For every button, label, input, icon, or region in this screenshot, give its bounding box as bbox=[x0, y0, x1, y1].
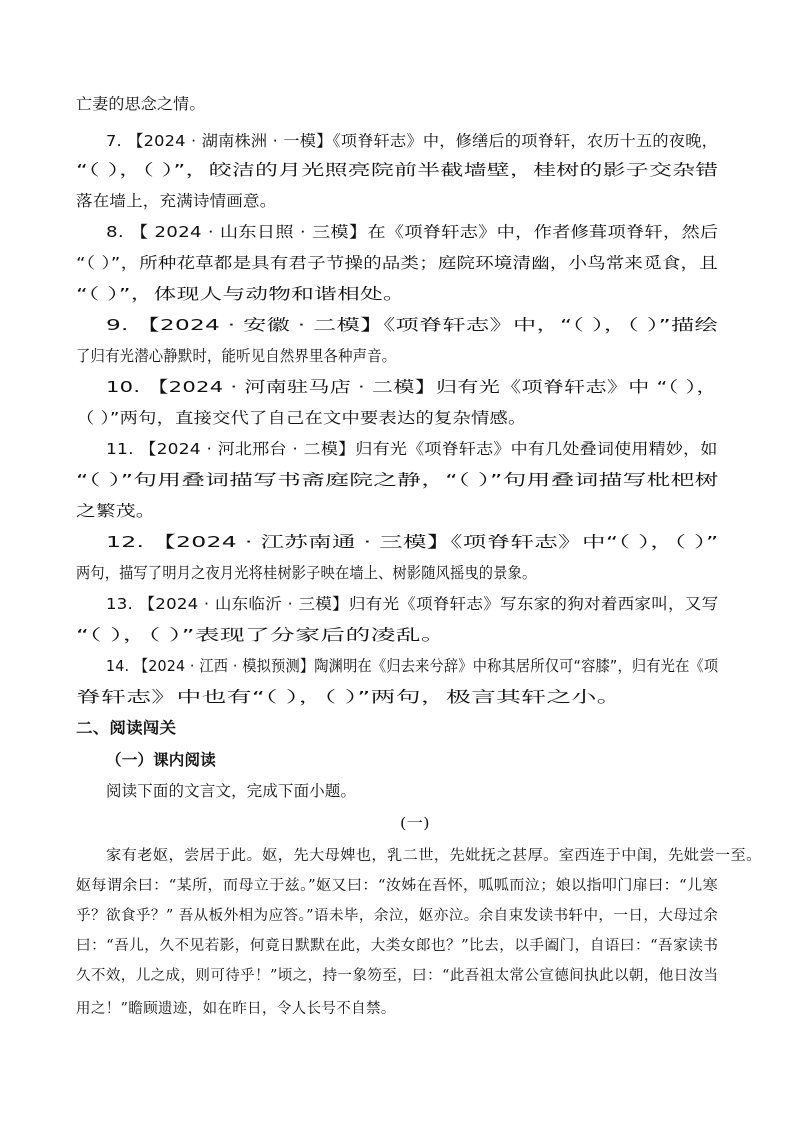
passage-line: 家有老妪，尝居于此。妪，先大母婢也，乳二世，先妣抚之甚厚。室西连于中闺，先妣尝一至。 bbox=[106, 848, 762, 864]
question-10-line-2: （ ）”两句，直接交代了自己在文中要表达的复杂情感。 bbox=[76, 409, 527, 427]
passage-number: (一) bbox=[400, 816, 431, 832]
question-9: 9. 【2024 · 安徽 · 二模】《项脊轩志》中，“（ ），（ ）”描绘 bbox=[106, 316, 718, 334]
question-13-line-2: “（ ），（ ）”表现了分家后的凌乱。 bbox=[76, 626, 446, 644]
section-heading: 二、阅读闯关 bbox=[76, 719, 177, 737]
question-12: 12. 【2024 · 江苏南通 · 三模】《项脊轩志》中“（ ），（ ）” bbox=[106, 533, 719, 551]
question-7-line-3: 落在墙上，充满诗情画意。 bbox=[76, 192, 277, 210]
passage-line: 妪每谓余曰：“某所，而母立于兹。”妪又曰：“汝姊在吾怀，呱呱而泣；娘以指叩门扉曰：“儿寒 bbox=[76, 878, 719, 894]
passage-line: 久不效，儿之成，则可待乎！”顷之，持一象笏至，曰：“此吾祖太常公宣德间执此以朝，他日汝当 bbox=[76, 968, 719, 984]
instruction-text: 阅读下面的文言文，完成下面小题。 bbox=[106, 782, 357, 800]
question-8-line-2: “（ ）”，所种花草都是具有君子节操的品类；庭院环境清幽，小鸟常来觅食，且 bbox=[76, 254, 718, 272]
question-12-line-2: 两句，描写了明月之夜月光将桂树影子映在墙上、树影随风摇曳的景象。 bbox=[76, 564, 537, 582]
subsection-heading: （一）课内阅读 bbox=[106, 751, 216, 769]
question-14-line-2: 脊轩志》中也有“（ ），（ ）”两句，极言其轩之小。 bbox=[76, 688, 622, 706]
text-line: 亡妻的思念之情。 bbox=[76, 95, 206, 113]
question-10: 10. 【2024 · 河南驻马店 · 二模】归有光《项脊轩志》中 “（ ）， bbox=[106, 378, 718, 396]
question-8-line-3: “（ ）”，体现人与动物和谐相处。 bbox=[76, 285, 406, 303]
question-11: 11. 【2024 · 河北邢台 · 二模】归有光《项脊轩志》中有几处叠词使用精妙，如 bbox=[106, 440, 718, 458]
question-11-line-2: “（ ）”句用叠词描写书斋庭院之静，“（ ）”句用叠词描写枇杷树 bbox=[76, 471, 719, 489]
passage-line: 用之！”瞻顾遗迹，如在昨日，令人长号不自禁。 bbox=[76, 1001, 396, 1017]
question-11-line-3: 之繁茂。 bbox=[76, 502, 156, 520]
question-7-line-2: “（ ），（ ）”，皎洁的月光照亮院前半截墙壁，桂树的影子交杂错 bbox=[76, 161, 719, 179]
question-8: 8. 【 2024 · 山东日照 · 三模】在《项脊轩志》中，作者修葺项脊轩，然后 bbox=[106, 223, 719, 241]
passage-line: 曰：“吾儿，久不见若影，何竟日默默在此，大类女郎也？”比去，以手阖门，自语曰：“吾家读书 bbox=[76, 938, 719, 954]
question-9-line-2: 了归有光潜心静默时，能听见自然界里各种声音。 bbox=[76, 347, 397, 365]
question-14: 14. 【2024 · 江西 · 模拟预测】陶渊明在《归去来兮辞》中称其居所仅可“容膝”，归有光在《项 bbox=[106, 657, 719, 675]
passage-line: 乎？欲食乎？” 吾从板外相为应答。”语未毕，余泣，妪亦泣。余自束发读书轩中，一日，大母过余 bbox=[76, 908, 719, 924]
question-7: 7. 【2024 · 湖南株洲 · 一模】《项脊轩志》中，修缮后的项脊轩，农历十五的夜晚， bbox=[106, 132, 719, 150]
question-13: 13. 【2024 · 山东临沂 · 三模】归有光《项脊轩志》写东家的狗对着西家叫，又写 bbox=[106, 595, 719, 613]
